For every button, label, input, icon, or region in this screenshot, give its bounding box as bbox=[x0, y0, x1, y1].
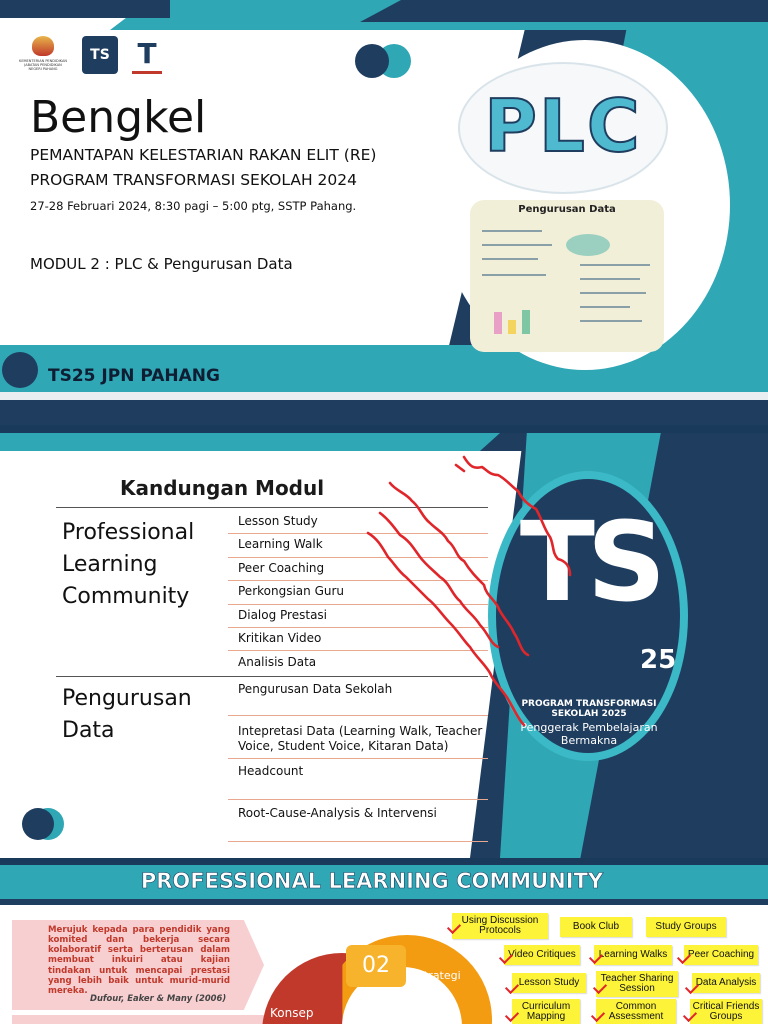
slide-plc bbox=[0, 865, 768, 1024]
kpm-logo-text: KEMENTERIAN PENDIDIKAN JABATAN PENDIDIKAN NEGERI PAHANG bbox=[19, 59, 67, 72]
sticky-note: Book Club bbox=[560, 917, 632, 937]
card-line bbox=[482, 244, 552, 246]
item-rule bbox=[228, 604, 488, 605]
item-rule bbox=[228, 715, 488, 716]
sticky-note: Learning Walks bbox=[594, 945, 672, 965]
decor-dots bbox=[22, 808, 82, 840]
pengurusan-data-card bbox=[470, 200, 664, 352]
card-title: Pengurusan Data bbox=[518, 204, 616, 215]
card-line bbox=[580, 306, 630, 308]
card-line bbox=[580, 292, 646, 294]
contents-item: Analisis Data bbox=[238, 655, 317, 669]
card-bar bbox=[522, 310, 530, 334]
ts25-badge-caption: PROGRAM TRANSFORMASI SEKOLAH 2025 bbox=[521, 699, 657, 719]
contents-item: Peer Coaching bbox=[238, 561, 325, 575]
ts25-badge-letters: TS bbox=[519, 498, 659, 626]
sticky-note: Study Groups bbox=[646, 917, 726, 937]
ts25-badge-number: 25 bbox=[640, 645, 677, 675]
card-bar bbox=[508, 320, 516, 334]
item-rule bbox=[228, 799, 488, 800]
module-title: MODUL 2 : PLC & Pengurusan Data bbox=[30, 255, 293, 273]
footer-label: TS25 JPN PAHANG bbox=[48, 366, 220, 386]
wheel-label-konsep: Konsep bbox=[270, 1006, 314, 1020]
date-venue: 27-28 Februari 2024, 8:30 pagi – 5:00 ptg, SSTP Pahang. bbox=[30, 199, 357, 213]
decor-corner bbox=[0, 0, 170, 18]
crest-icon bbox=[32, 36, 54, 56]
slide-title bbox=[0, 0, 768, 425]
sticky-note: Teacher Sharing Session bbox=[596, 971, 678, 997]
contents-item: Intepretasi Data (Learning Walk, Teacher Voice, Student Voice, Kitaran Data) bbox=[238, 724, 483, 753]
item-rule bbox=[228, 580, 488, 581]
ts25-badge-tagline: Penggerak Pembelajaran Bermakna bbox=[520, 721, 658, 747]
item-rule bbox=[228, 557, 488, 558]
sticky-note: Curriculum Mapping bbox=[512, 999, 580, 1024]
card-blob bbox=[566, 234, 610, 256]
title-band-dark bbox=[0, 899, 768, 905]
kpm-logo bbox=[18, 36, 68, 74]
contents-item: Pengurusan Data Sekolah bbox=[238, 682, 393, 696]
card-line bbox=[580, 278, 640, 280]
plc-graphic-text: PLC bbox=[484, 84, 642, 168]
definition-citation: Dufour, Eaker & Many (2006) bbox=[90, 993, 227, 1003]
page-title: Bengkel bbox=[30, 92, 207, 143]
decor-dot-footer bbox=[2, 352, 38, 388]
ts25-logo: TS bbox=[82, 36, 118, 74]
subtitle-line-1: PEMANTAPAN KELESTARIAN RAKAN ELIT (RE) bbox=[30, 146, 377, 164]
sticky-note: Video Critiques bbox=[504, 945, 580, 965]
card-line bbox=[482, 258, 538, 260]
decor-bottom-dark bbox=[0, 400, 768, 425]
subtitle-line-2: PROGRAM TRANSFORMASI SEKOLAH 2024 bbox=[30, 171, 357, 189]
contents-item: Dialog Prestasi bbox=[238, 608, 328, 622]
plc-graphic bbox=[458, 62, 668, 194]
contents-title: Kandungan Modul bbox=[120, 476, 325, 500]
item-rule bbox=[228, 650, 488, 651]
card-bars bbox=[494, 310, 530, 334]
contents-item: Learning Walk bbox=[238, 537, 323, 551]
sticky-note: Common Assessment bbox=[596, 999, 676, 1024]
jpn-logo: T bbox=[132, 36, 162, 74]
item-rule bbox=[228, 627, 488, 628]
definition-box-2 bbox=[12, 1015, 264, 1024]
wheel-label-strategi: Strategi bbox=[417, 969, 461, 982]
card-line bbox=[482, 274, 546, 276]
item-rule bbox=[228, 758, 488, 759]
contents-item: Headcount bbox=[238, 764, 304, 778]
dot-dark bbox=[355, 44, 389, 78]
sticky-note: Using Discussion Protocols bbox=[452, 913, 548, 939]
section-divider bbox=[56, 676, 488, 677]
decor-dots bbox=[355, 44, 415, 78]
decor-top-teal bbox=[0, 433, 500, 451]
title-rule bbox=[56, 507, 488, 508]
sticky-note: Data Analysis bbox=[692, 973, 760, 993]
section-title: PROFESSIONAL LEARNING COMMUNITY bbox=[140, 869, 604, 893]
card-line bbox=[580, 264, 650, 266]
item-rule bbox=[228, 533, 488, 534]
slide-contents bbox=[0, 433, 768, 858]
dot-dark bbox=[22, 808, 54, 840]
sticky-note: Critical Friends Groups bbox=[690, 999, 762, 1024]
sticky-note: Peer Coaching bbox=[684, 945, 758, 965]
definition-text: Merujuk kepada para pendidik yang komited dan bekerja secara kolaboratif serta berterusan dalam membuat inkuiri atau kajian tindakan untuk mencapai prestasi yang lebih baik untuk murid-murid mereka. bbox=[48, 925, 230, 996]
card-bar bbox=[494, 312, 502, 334]
section-plc-label: Professional Learning Community bbox=[62, 520, 195, 609]
card-line bbox=[580, 320, 642, 322]
item-rule bbox=[228, 841, 488, 842]
contents-item: Lesson Study bbox=[238, 514, 318, 528]
contents-item: Perkongsian Guru bbox=[238, 584, 345, 598]
logo-row bbox=[18, 36, 162, 74]
sticky-note: Lesson Study bbox=[512, 973, 586, 993]
decor-band-top-dark bbox=[360, 0, 768, 22]
card-line bbox=[482, 230, 542, 232]
contents-item: Root-Cause-Analysis & Intervensi bbox=[238, 806, 437, 820]
section-data-label: Pengurusan Data bbox=[62, 686, 192, 743]
wheel-number: 02 bbox=[346, 945, 406, 987]
contents-item: Kritikan Video bbox=[238, 631, 322, 645]
